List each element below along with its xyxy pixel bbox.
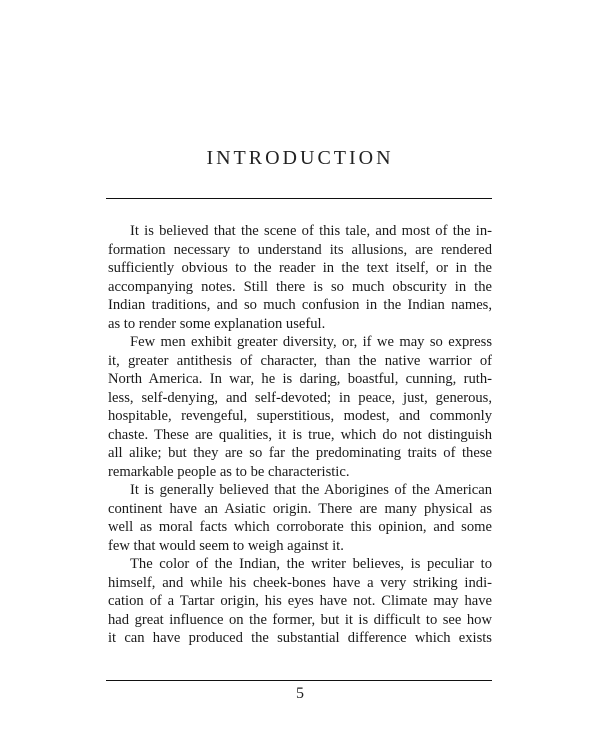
text-line: remarkable people as to be characteristic. [108, 463, 350, 480]
text-line: it, greater antithesis of character, than the native warrior of [108, 352, 492, 369]
chapter-title: INTRODUCTION [206, 147, 394, 169]
text-line: continent have an Asiatic origin. There are many physical as [108, 500, 492, 517]
text-line: few that would seem to weigh against it. [108, 537, 344, 554]
text-line: chaste. These are qualities, it is true, which do not distinguish [108, 426, 492, 443]
text-line: it can have produced the substantial difference which exists [108, 630, 492, 646]
text-line: It is generally believed that the Aborigines of the American [130, 482, 492, 498]
text-line: accompanying notes. Still there is so much obscurity in the [108, 278, 492, 295]
page-number: 5 [296, 685, 304, 702]
text-line: It is believed that the scene of this tale, and most of the in- [130, 223, 492, 239]
text-line: well as moral facts which corroborate this opinion, and some [108, 519, 492, 535]
text-line: cation of a Tartar origin, his eyes have not. Climate may have [108, 593, 492, 609]
text-line: Few men exhibit greater diversity, or, if we may so express [130, 334, 492, 350]
text-line: himself, and while his cheek-bones have a very striking indi- [108, 574, 492, 591]
text-line: all alike; but they are so far the predominating traits of these [108, 445, 492, 461]
text-line: hospitable, revengeful, superstitious, modest, and commonly [108, 408, 492, 424]
top-divider [106, 198, 492, 199]
text-line: sufficiently obvious to the reader in the text itself, or in the [108, 260, 492, 276]
text-line: as to render some explanation useful. [108, 315, 326, 332]
text-line: formation necessary to understand its allusions, are rendered [108, 241, 492, 258]
text-line: Indian traditions, and so much confusion in the Indian names, [108, 297, 492, 313]
body-text [108, 222, 492, 648]
text-line: had great influence on the former, but it is difficult to see how [108, 611, 492, 628]
bottom-divider [106, 680, 492, 681]
text-line: North America. In war, he is daring, boastful, cunning, ruth- [108, 371, 492, 387]
text-line: The color of the Indian, the writer believes, is peculiar to [130, 556, 492, 572]
text-line: less, self-denying, and self-devoted; in peace, just, generous, [108, 389, 492, 406]
